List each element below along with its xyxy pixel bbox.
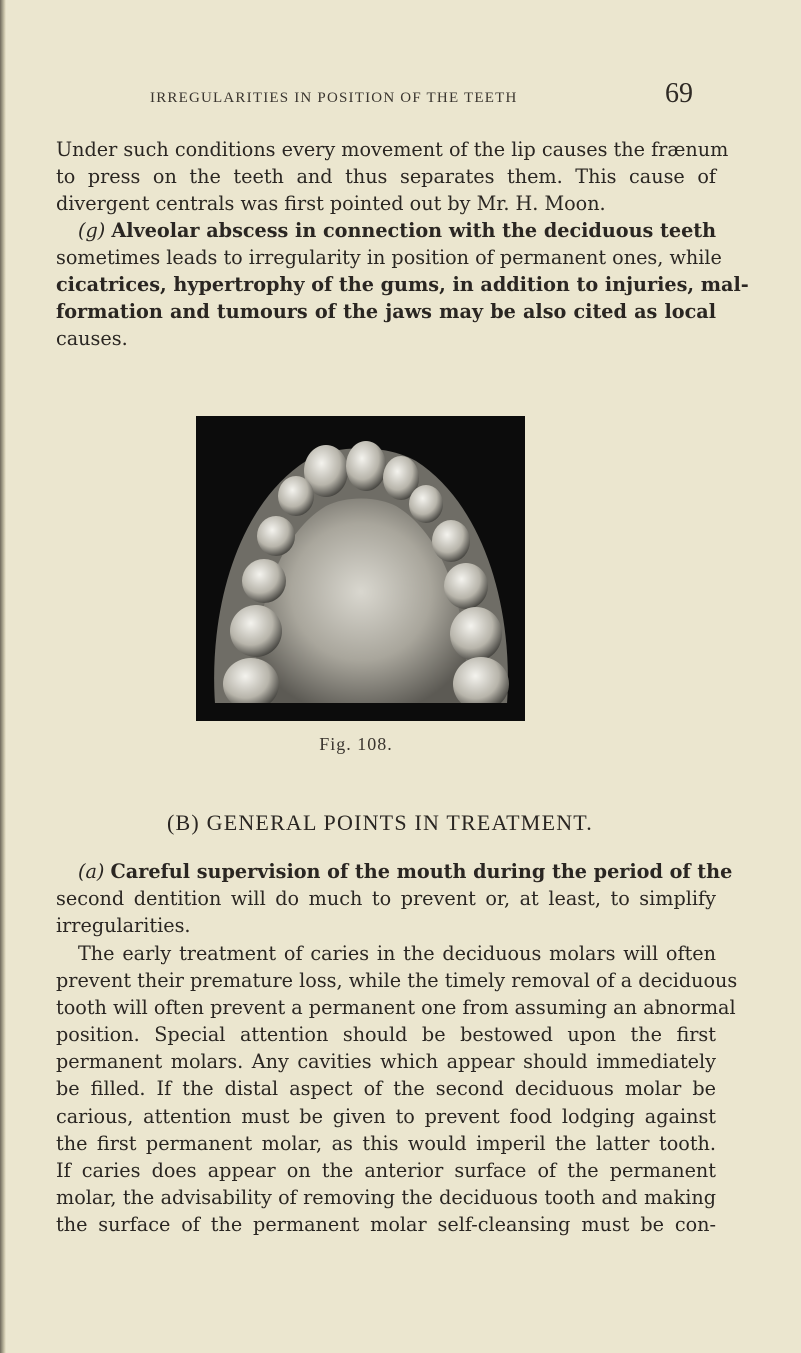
text-line: divergent centrals was first pointed out by Mr. H. Moon.	[56, 192, 606, 216]
text-segment: Alveolar abscess in connection with the deciduous teeth	[111, 219, 717, 242]
figure-caption: Fig. 108.	[319, 734, 393, 754]
paragraph-4	[56, 940, 738, 1238]
text-line: the surface of the permanent molar self-cleansing must be con-	[56, 1212, 716, 1236]
clause-marker: (g)	[78, 219, 106, 242]
running-head: IRREGULARITIES IN POSITION OF THE TEETH	[150, 90, 518, 106]
dental-cast-photograph	[196, 416, 525, 721]
text-line: second dentition will do much to prevent or, at least, to simplify	[56, 887, 716, 911]
text-line: cicatrices, hypertrophy of the gums, in addition to injuries, mal-	[56, 273, 749, 297]
text-line: tooth will often prevent a permanent one from assuming an abnormal	[56, 996, 736, 1020]
text-line: Under such conditions every movement of the lip causes the frænum	[56, 138, 729, 161]
text-line: causes.	[56, 327, 128, 351]
text-line: position. Special attention should be bestowed upon the first	[56, 1023, 716, 1047]
text-line: carious, attention must be given to prevent food lodging against	[56, 1104, 716, 1128]
text-line: be filled. If the distal aspect of the second deciduous molar be	[56, 1077, 716, 1101]
text-line: permanent molars. Any cavities which appear should immediately	[56, 1050, 716, 1074]
text-line: sometimes leads to irregularity in position of permanent ones, while	[56, 246, 722, 270]
section-heading: (B) GENERAL POINTS IN TREATMENT.	[166, 810, 594, 835]
text-line: If caries does appear on the anterior surface of the permanent	[56, 1158, 716, 1182]
figure-photograph	[196, 416, 525, 721]
text-line: irregularities.	[56, 914, 191, 938]
text-line: to press on the teeth and thus separates them. This cause of	[56, 165, 716, 189]
paragraph-3	[56, 858, 733, 939]
text-line: The early treatment of caries in the deciduous molars will often	[78, 942, 716, 965]
page-edge-shadow	[0, 0, 6, 1353]
text-line	[56, 217, 716, 244]
page-number: 69	[665, 78, 693, 109]
text-line	[56, 858, 733, 885]
text-line: prevent their premature loss, while the timely removal of a deciduous	[56, 969, 738, 993]
text-line: formation and tumours of the jaws may be also cited as local	[56, 300, 716, 324]
clause-marker: (a)	[78, 860, 105, 883]
text-line: molar, the advisability of removing the deciduous tooth and making	[56, 1185, 716, 1209]
paragraph-2	[56, 217, 749, 352]
text-line: the first permanent molar, as this would imperil the latter tooth.	[56, 1131, 716, 1155]
paragraph-1	[56, 136, 729, 217]
text-segment: Careful supervision of the mouth during the period of the	[110, 860, 733, 883]
